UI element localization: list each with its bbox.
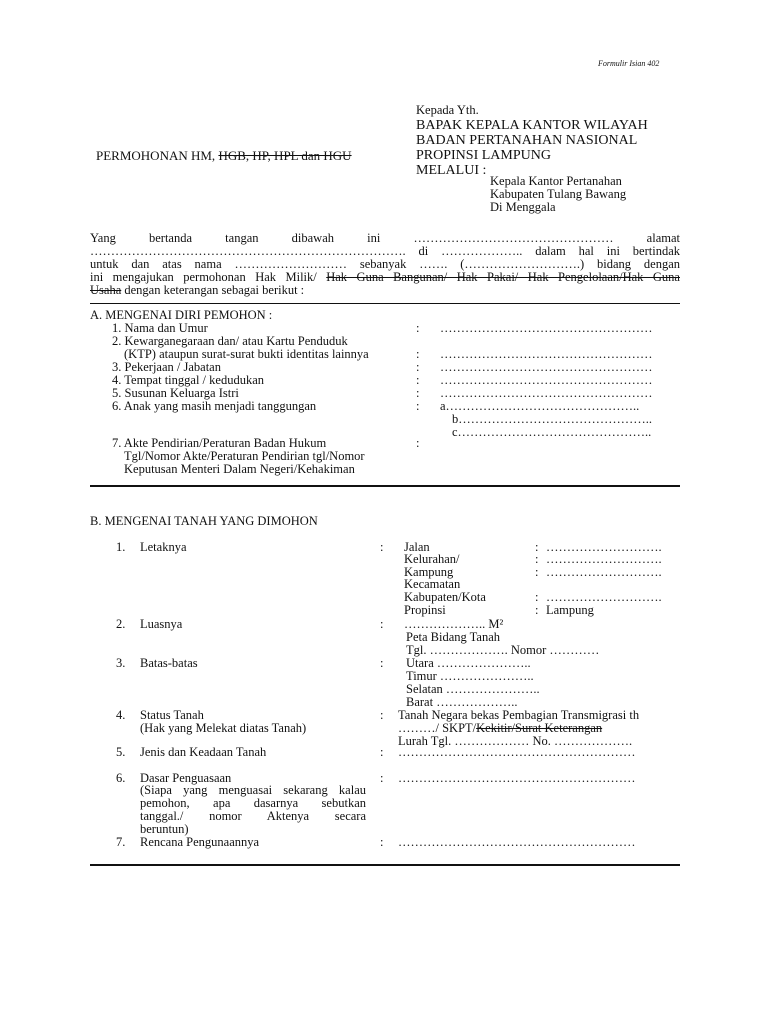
b-item-sublabel: (Hak yang Melekat diatas Tanah) — [140, 721, 307, 735]
a-item-value: …………………………………………… — [440, 386, 653, 400]
dasar-sub-line-2: pemohon, apa dasarnya sebutkan — [140, 796, 366, 810]
location-key: Kecamatan — [404, 577, 461, 591]
a-item-label: 2. Kewarganegaraan dan/ atau Kartu Penduduk — [112, 334, 348, 348]
a-item-label: 1. Nama dan Umur — [112, 321, 208, 335]
a-item-colon: : — [416, 321, 420, 335]
location-key: Jalan — [404, 540, 430, 554]
divider-bottom — [90, 864, 680, 866]
location-key: Kelurahan/ — [404, 552, 460, 566]
b-item-label: Luasnya — [140, 617, 183, 631]
b-item-colon: : — [380, 708, 384, 722]
a-item-label: 6. Anak yang masih menjadi tanggungan — [112, 399, 317, 413]
a-item-label: 5. Susunan Keluarga Istri — [112, 386, 239, 400]
intro-line-1: Yang bertanda tangan dibawah ini ………………………………………… alamat — [90, 231, 680, 245]
title-kept: PERMOHONAN HM, — [96, 148, 219, 163]
a-item-value: …………………………………………… — [440, 360, 653, 374]
divider-middle — [90, 485, 680, 487]
intro-line-5 — [90, 284, 304, 297]
dasar-sub-line-4: beruntun) — [140, 822, 189, 836]
status-line-3: Lurah Tgl. ……………… No. ………………. — [398, 734, 633, 748]
area-map-label: Peta Bidang Tanah — [406, 630, 501, 644]
b-item-label: Batas-batas — [140, 656, 198, 670]
via-line-3: Di Menggala — [490, 200, 556, 214]
b-item-value: ………………………………………………… — [398, 835, 636, 849]
a-item-value: b……………………………………….. — [452, 412, 652, 426]
a-item-colon: : — [416, 347, 420, 361]
a-item-colon: : — [416, 399, 420, 413]
b-item-label: Jenis dan Keadaan Tanah — [140, 745, 267, 759]
a-item-colon: : — [416, 373, 420, 387]
location-colon: : — [535, 552, 539, 566]
status-line-2-kept: ………/ SKPT/ — [398, 721, 477, 735]
via-label: MELALUI : — [416, 163, 487, 178]
location-colon: : — [535, 603, 539, 617]
b-item-colon: : — [380, 835, 384, 849]
b-item-label: Letaknya — [140, 540, 187, 554]
a-item-value: …………………………………………… — [440, 373, 653, 387]
via-line-1: Kepala Kantor Pertanahan — [490, 174, 622, 188]
location-colon: : — [535, 540, 539, 554]
b-item-value: ………………………………………………… — [398, 745, 636, 759]
salutation: Kepada Yth. — [416, 103, 479, 117]
a-item-value: …………………………………………… — [440, 347, 653, 361]
form-title — [96, 149, 352, 162]
location-key: Propinsi — [404, 603, 446, 617]
b-item-colon: : — [380, 540, 384, 554]
intro-line-4-kept: ini mengajukan permohonan Hak Milik/ — [90, 270, 327, 284]
b-item-number: 6. — [116, 771, 126, 785]
a-item-value: …………………………………………… — [440, 321, 653, 335]
boundary-row: Timur ………………….. — [406, 669, 534, 683]
b-item-number: 4. — [116, 708, 126, 722]
b-item-number: 3. — [116, 656, 126, 670]
b-item-value: ………………………………………………… — [398, 771, 636, 785]
a-item-value: c……………………………………….. — [452, 425, 652, 439]
intro-line-5-kept: dengan keterangan sebagai berikut : — [121, 283, 305, 297]
b-item-colon: : — [380, 745, 384, 759]
dasar-sub-line-1: (Siapa yang menguasai sekarang kalau — [140, 783, 366, 797]
status-line-1: Tanah Negara bekas Pembagian Transmigrasi th — [398, 708, 640, 722]
divider-top — [90, 303, 680, 304]
boundary-row: Selatan ………………….. — [406, 682, 540, 696]
b-item-number: 2. — [116, 617, 126, 631]
intro-line-2: …………………………………………………………………. di ……………….. dalam hal ini bertindak — [90, 244, 680, 258]
area-map-date: Tgl. ………………. Nomor ………… — [406, 643, 600, 657]
location-key: Kabupaten/Kota — [404, 590, 486, 604]
location-colon: : — [535, 565, 539, 579]
dasar-sub-line-3: tanggal./ nomor Aktenya secara — [140, 809, 366, 823]
a-item-label: (KTP) ataupun surat-surat bukti identitas lainnya — [124, 347, 369, 361]
b-item-number: 7. — [116, 835, 126, 849]
boundary-row: Barat ……………….. — [406, 695, 518, 709]
b-item-number: 5. — [116, 745, 126, 759]
b-item-colon: : — [380, 771, 384, 785]
location-value: ………………………. — [546, 552, 662, 566]
form-number: Formulir Isian 402 — [598, 59, 660, 68]
section-b-heading: B. MENGENAI TANAH YANG DIMOHON — [90, 514, 318, 528]
intro-line-5-struck: Usaha — [90, 283, 122, 297]
addressee-line-3: PROPINSI LAMPUNG — [416, 148, 551, 163]
a-item7-colon: : — [416, 436, 420, 450]
section-a-heading: A. MENGENAI DIRI PEMOHON : — [90, 308, 273, 322]
a-item7-line-2: Tgl/Nomor Akte/Peraturan Pendirian tgl/Nomor — [124, 449, 365, 463]
area-value: ……………….. M² — [404, 617, 504, 631]
a-item-label: 4. Tempat tinggal / kedudukan — [112, 373, 264, 387]
location-colon: : — [535, 590, 539, 604]
intro-line-3: untuk dan atas nama ……………………… sebanyak ……. (……………………….) bidang dengan — [90, 257, 680, 271]
a-item-label: 3. Pekerjaan / Jabatan — [112, 360, 221, 374]
b-item-label: Status Tanah — [140, 708, 204, 722]
location-key: Kampung — [404, 565, 454, 579]
a-item7-line-1: 7. Akte Pendirian/Peraturan Badan Hukum — [112, 436, 327, 450]
b-item-colon: : — [380, 617, 384, 631]
b-item-label: Dasar Penguasaan — [140, 771, 232, 785]
location-value: ………………………. — [546, 565, 662, 579]
via-line-2: Kabupaten Tulang Bawang — [490, 187, 627, 201]
a-item-value: a……………………………………….. — [440, 399, 640, 413]
a-item-colon: : — [416, 386, 420, 400]
location-value: ………………………. — [546, 590, 662, 604]
intro-line-4-struck: Hak Guna Bangunan/ Hak Pakai/ Hak Pengelolaan/Hak Guna — [326, 270, 680, 284]
boundary-row: Utara ………………….. — [406, 656, 531, 670]
a-item-colon: : — [416, 360, 420, 374]
a-item7-line-3: Keputusan Menteri Dalam Negeri/Kehakiman — [124, 462, 355, 476]
addressee-line-1: BAPAK KEPALA KANTOR WILAYAH — [416, 118, 648, 133]
title-struck: HGB, HP, HPL dan HGU — [218, 148, 352, 163]
status-line-2-struck: Kekitir/Surat Keterangan — [476, 721, 603, 735]
b-item-label: Rencana Pengunaannya — [140, 835, 260, 849]
location-value: Lampung — [546, 603, 594, 617]
b-item-number: 1. — [116, 540, 126, 554]
location-value: ………………………. — [546, 540, 662, 554]
addressee-line-2: BADAN PERTANAHAN NASIONAL — [416, 133, 638, 148]
b-item-colon: : — [380, 656, 384, 670]
